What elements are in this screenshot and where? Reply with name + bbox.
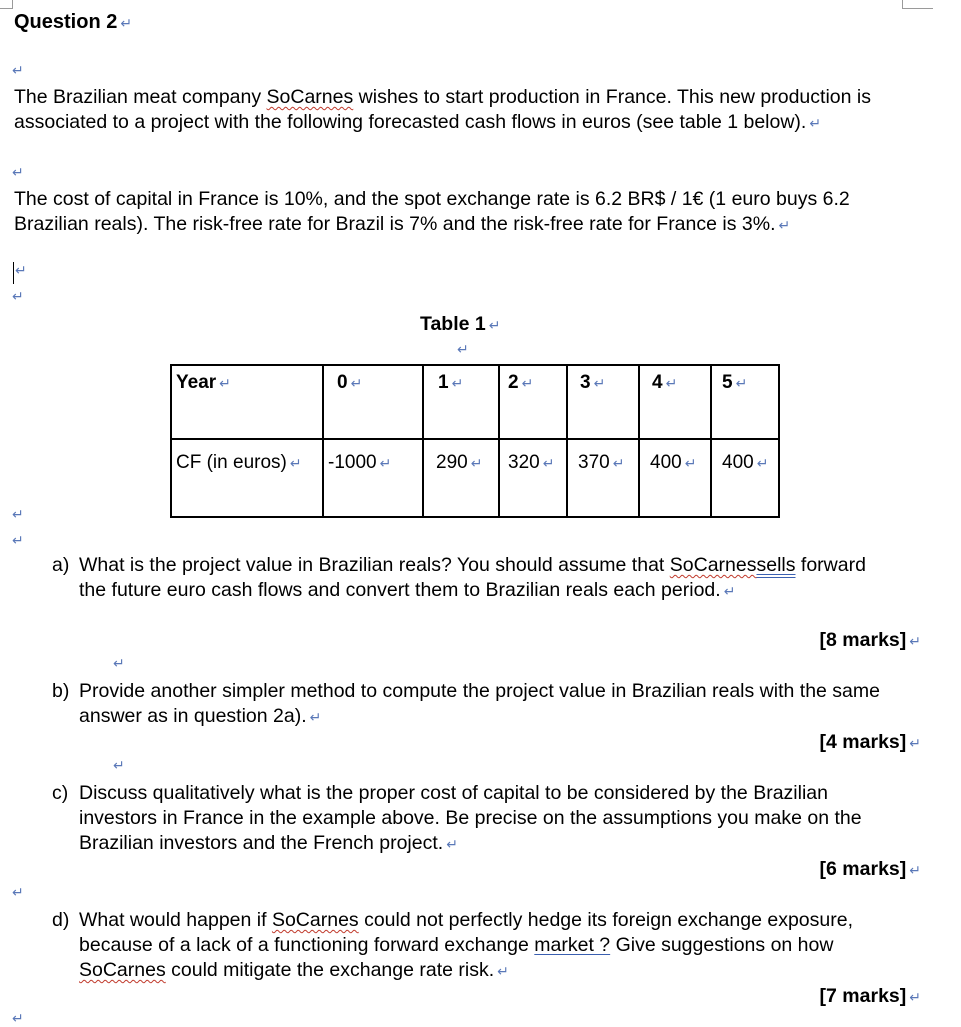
paragraph-mark-icon: ↵ — [113, 655, 125, 671]
table-cell: 2 ↵ — [499, 365, 567, 439]
paragraph-mark-icon: ↵ — [497, 963, 509, 979]
question-text: Discuss qualitatively what is the proper cost of capital to be considered by the Brazilian investors in France in the example above. Be precise on the assumptions you make on the Brazilian investors and the French project. ↵ — [79, 782, 862, 854]
table-cell: 5 ↵ — [711, 365, 779, 439]
question-text: What is the project value in Brazilian reals? You should assume that SoCarnessells forward the future euro cash flows and convert them to Brazilian reals each period. ↵ — [79, 554, 866, 601]
question-label: d) — [52, 909, 70, 931]
heading-text: Question 2 — [14, 11, 118, 33]
intro-paragraph-2: The cost of capital in France is 10%, and the spot exchange rate is 6.2 BR$ / 1€ (1 euro buys 6.2 Brazilian reals). The risk-free rate for Brazil is 7% and the risk-free rate for France is 3%. ↵ — [14, 188, 850, 235]
paragraph-mark-icon: ↵ — [809, 115, 822, 131]
table-cell: 320 ↵ — [499, 439, 567, 517]
question-text: What would happen if SoCarnes could not perfectly hedge its foreign exchange exposure, because of a lack of a functioning forward exchange market ? Give suggestions on how SoCarnes could mitigate the exchange rate risk. ↵ — [79, 909, 853, 981]
paragraph-mark-icon: ↵ — [12, 164, 24, 180]
question-text: Provide another simpler method to compute the project value in Brazilian reals with the same answer as in question 2a). ↵ — [79, 680, 880, 727]
table-cell: 0 ↵ — [323, 365, 423, 439]
table-cell: 3 ↵ — [567, 365, 639, 439]
cash-flow-table — [170, 364, 780, 518]
question-label: c) — [52, 782, 69, 804]
table-cell: 400 ↵ — [711, 439, 779, 517]
question-a — [52, 553, 882, 604]
table-cell: 370 ↵ — [567, 439, 639, 517]
paragraph-mark-icon: ↵ — [12, 288, 24, 304]
table-cell: Year ↵ — [171, 365, 323, 439]
table-cell: CF (in euros) ↵ — [171, 439, 323, 517]
table-cell: 290 ↵ — [423, 439, 499, 517]
table-row-cf — [171, 439, 779, 517]
question-b — [52, 679, 882, 730]
paragraph-mark-icon: ↵ — [15, 262, 27, 278]
marks-d: [7 marks] ↵ — [819, 985, 921, 1007]
text-cursor — [13, 262, 14, 284]
intro-paragraph-1: The Brazilian meat company SoCarnes wishes to start production in France. This new production is associated to a project with the following forecasted cash flows in euros (see table 1 below). ↵ — [14, 86, 871, 133]
paragraph-mark-icon: ↵ — [12, 62, 24, 78]
marks-c: [6 marks] ↵ — [819, 858, 921, 880]
paragraph-mark-icon: ↵ — [12, 506, 24, 522]
paragraph-mark-icon: ↵ — [12, 532, 24, 548]
paragraph-mark-icon: ↵ — [120, 15, 133, 31]
table-row-year — [171, 365, 779, 439]
question-label: a) — [52, 554, 70, 576]
marks-b: [4 marks] ↵ — [819, 731, 921, 753]
company-name: SoCarnes — [266, 86, 354, 108]
paragraph-mark-icon: ↵ — [778, 217, 791, 233]
paragraph-mark-icon: ↵ — [12, 1010, 24, 1026]
paragraph-mark-icon: ↵ — [457, 341, 469, 357]
marks-a: [8 marks] ↵ — [819, 629, 921, 651]
table-title: Table 1 ↵ — [420, 313, 501, 335]
paragraph-mark-icon: ↵ — [723, 583, 736, 599]
table-cell: 400 ↵ — [639, 439, 711, 517]
table-cell: 4 ↵ — [639, 365, 711, 439]
paragraph-mark-icon: ↵ — [446, 836, 458, 852]
question-d — [52, 908, 882, 984]
paragraph-mark-icon: ↵ — [113, 757, 125, 773]
table-cell: -1000 ↵ — [323, 439, 423, 517]
paragraph-mark-icon: ↵ — [12, 884, 24, 900]
question-label: b) — [52, 680, 70, 702]
question-heading — [14, 11, 132, 34]
page-corner-right — [902, 0, 933, 9]
table-cell: 1 ↵ — [423, 365, 499, 439]
question-c — [52, 781, 882, 857]
page-corner-left — [0, 0, 13, 9]
paragraph-mark-icon: ↵ — [309, 709, 322, 725]
paragraph-mark-icon: ↵ — [488, 317, 501, 333]
